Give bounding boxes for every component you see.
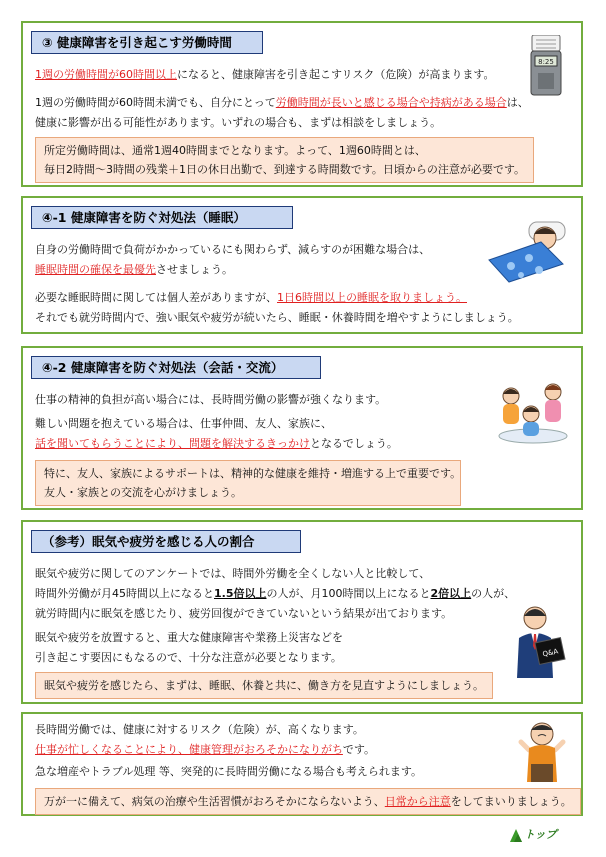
businessman-qa-illustration [511, 604, 567, 681]
time-clock-illustration [529, 35, 563, 100]
text-span: です。 [342, 743, 376, 756]
note-line: 毎日2時間～3時間の残業＋1日の休日出勤で、到達する時間数です。日頃からの注意が必要です。 [44, 163, 526, 176]
section-communication [21, 346, 583, 510]
note-line: 特に、友人、家族によるサポートは、精神的な健康を維持・増進する上で重要です。 [44, 467, 462, 480]
paragraph-line [35, 584, 515, 604]
section-title: （参考）眠気や疲労を感じる人の割合 [31, 530, 301, 553]
highlight-text: 睡眠時間の確保を最優先 [35, 263, 156, 276]
text-span: の人が、月100時間以上になると [266, 587, 431, 600]
section-reference [21, 520, 583, 704]
note-line: 所定労働時間は、通常1週40時間までとなります。よって、1週60時間とは、 [44, 144, 426, 157]
text-span: 必要な睡眠時間に関しては個人差がありますが、 [35, 291, 277, 304]
logo-text: トップ [524, 828, 557, 841]
emphasis-text: 2倍以上 [430, 587, 472, 600]
section-working-hours [21, 21, 583, 187]
section-title: ③ 健康障害を引き起こす労働時間 [31, 31, 263, 54]
paragraph-line: 健康に影響が出る可能性があります。いずれの場合も、まずは相談をしましょう。 [35, 116, 442, 129]
highlight-text: 話を聞いてもらうことにより、問題を解決するきっかけ [35, 437, 310, 450]
note-line [44, 792, 572, 811]
worried-man-illustration [517, 720, 567, 785]
text-span: 1週の労働時間が60時間未満でも、自分にとって [35, 96, 276, 109]
highlight-text: 1日6時間以上の睡眠を取りましょう。 [277, 291, 467, 304]
paragraph-line: 就労時間内に眠気を感じたり、疲労回復ができていないという結果が出ております。 [35, 607, 453, 620]
text-span: をしてまいりましょう。 [450, 795, 572, 808]
paragraph-line: 眠気や疲労を放置すると、重大な健康障害や業務上災害などを [35, 631, 343, 644]
section-title: ④-1 健康障害を防ぐ対処法（睡眠） [31, 206, 293, 229]
text-span: の人が、 [471, 587, 516, 600]
note-box [35, 137, 534, 183]
paragraph-line: 眠気や疲労に関してのアンケートでは、時間外労働を全くしない人と比較して、 [35, 567, 431, 580]
clock-display: 8:25 [538, 58, 554, 66]
highlight-text: 仕事が忙しくなることにより、健康管理がおろそかになりがち [35, 743, 343, 756]
conversation-illustration [493, 378, 573, 447]
paragraph-line [35, 434, 398, 454]
paragraph-line [35, 260, 233, 280]
paragraph-line [35, 93, 529, 113]
paragraph-line: 自身の労働時間で負荷がかかっているにも関わらず、減らすのが困難な場合は、 [35, 243, 431, 256]
section-sleep [21, 196, 583, 334]
note-line: 眠気や疲労を感じたら、まずは、睡眠、休養と共に、働き方を見直すようにしましょう。 [44, 679, 484, 692]
paragraph-line [35, 740, 375, 760]
highlight-text: 労働時間が長いと感じる場合や持病がある場合 [275, 96, 507, 109]
paragraph-line [35, 288, 467, 308]
note-box [35, 672, 493, 699]
company-logo [508, 826, 558, 844]
highlight-text: 日常から注意 [384, 795, 451, 808]
highlight-text: 1週の労働時間が60時間以上 [35, 68, 177, 81]
paragraph-line: それでも就労時間内で、強い眠気や疲労が続いたら、睡眠・休養時間を増やすようにしましょう。 [35, 311, 519, 324]
text-span: 万が一に備えて、病気の治療や生活習慣がおろそかにならないよう、 [44, 795, 385, 808]
note-box [35, 788, 581, 815]
note-box [35, 460, 461, 506]
paragraph-line: 急な増産やトラブル処理 等、突発的に長時間労働になる場合も考えられます。 [35, 765, 422, 778]
paragraph-line: 長時間労働では、健康に対するリスク（危険）が、高くなります。 [35, 723, 364, 736]
text-span: は、 [506, 96, 529, 109]
paragraph-line: 仕事の精神的負担が高い場合には、長時間労働の影響が強くなります。 [35, 393, 387, 406]
text-span: 時間外労働が月45時間以上になると [35, 587, 214, 600]
text-span: させましょう。 [156, 263, 233, 276]
section-summary [21, 712, 583, 816]
paragraph-line: 難しい問題を抱えている場合は、仕事仲間、友人、家族に、 [35, 417, 332, 430]
sleeping-person-illustration [481, 220, 571, 289]
text-span: になると、健康障害を引き起こすリスク（危険）が高まります。 [177, 68, 495, 81]
qa-board-text: Q&A [541, 647, 559, 659]
emphasis-text: 1.5倍以上 [214, 587, 267, 600]
paragraph-line [35, 65, 494, 85]
paragraph-line: 引き起こす要因にもなるので、十分な注意が必要となります。 [35, 651, 342, 664]
section-title: ④-2 健康障害を防ぐ対処法（会話・交流） [31, 356, 321, 379]
text-span: となるでしょう。 [310, 437, 398, 450]
note-line: 友人・家族との交流を心がけましょう。 [44, 486, 242, 499]
